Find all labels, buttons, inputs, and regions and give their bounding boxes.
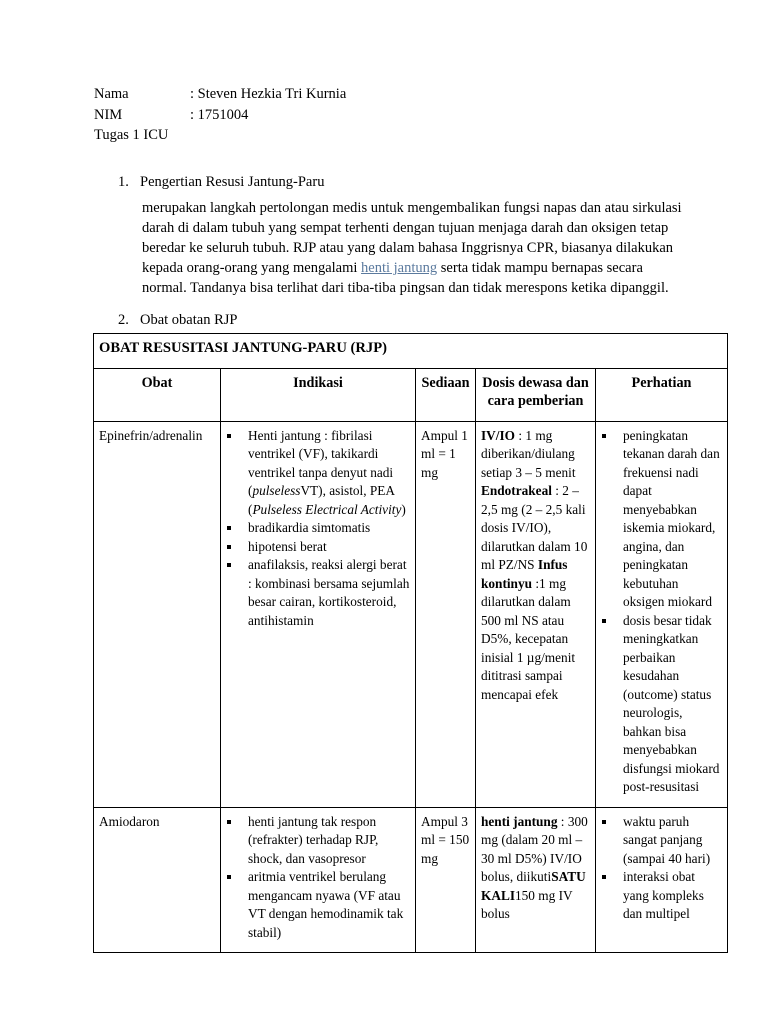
info-row-nim <box>94 105 346 126</box>
table-title: OBAT RESUSITASI JANTUNG-PARU (RJP) <box>94 334 728 369</box>
indikasi-list <box>226 427 410 631</box>
table-title-row <box>94 334 728 369</box>
table-row <box>94 421 728 807</box>
info-label-nim: NIM <box>94 106 123 123</box>
perhatian-list <box>601 427 722 797</box>
cell-dosis: henti jantung : 300 mg (dalam 20 ml – 30 ml D5%) IV/IO bolus, diikutiSATU KALI150 mg IV bolus <box>476 807 596 953</box>
info-value-nim: : 1751004 <box>190 106 249 123</box>
column-header-perhatian: Perhatian <box>596 368 728 421</box>
section-1-title: Pengertian Resusi Jantung-Paru <box>140 174 325 190</box>
list-item: aritmia ventrikel berulang mengancam nyawa (VF atau VT dengan hemodinamik tak stabil) <box>226 868 410 942</box>
cell-indikasi <box>221 807 416 953</box>
list-item: henti jantung tak respon (refrakter) terhadap RJP, shock, dan vasopresor <box>226 813 410 869</box>
cell-obat: Amiodaron <box>94 807 221 953</box>
info-value-nama: : Steven Hezkia Tri Kurnia <box>190 86 347 102</box>
list-item: bradikardia simtomatis <box>226 519 410 538</box>
section-2-number: 2. <box>118 312 129 328</box>
cell-perhatian <box>596 421 728 807</box>
list-item: Henti jantung : fibrilasi ventrikel (VF), takikardi ventrikel tanpa denyut nadi (pulselessVT), asistol, PEA (Pulseless Electrical Activity) <box>226 427 410 520</box>
cell-sediaan: Ampul 3 ml = 150 mg <box>416 807 476 953</box>
perhatian-list <box>601 813 722 924</box>
cell-obat: Epinefrin/adrenalin <box>94 421 221 807</box>
list-item: waktu paruh sangat panjang (sampai 40 hari) <box>601 813 722 869</box>
cell-sediaan: Ampul 1 ml = 1 mg <box>416 421 476 807</box>
cell-indikasi <box>221 421 416 807</box>
paragraph-text-before-link: merupakan langkah pertolongan medis untuk mengembalikan fungsi napas dan atau sirkulasi darah di dalam tubuh yang sempat terhenti dengan tujuan menjaga darah dan oksigen tetap beredar ke seluruh tubuh. RJP atau yang dalam bahasa Inggrisnya CPR, biasanya dilakukan kepada orang-orang yang mengalami <box>142 200 682 277</box>
section-2-heading <box>118 310 237 330</box>
section-1-paragraph <box>142 198 690 298</box>
column-header-dosis: Dosis dewasa dan cara pemberian <box>476 368 596 421</box>
info-row-nama <box>94 84 346 105</box>
column-header-obat: Obat <box>94 368 221 421</box>
section-1-number: 1. <box>118 174 129 190</box>
list-item: anafilaksis, reaksi alergi berat : kombinasi bersama sejumlah besar cairan, kortikosteroid, antihistamin <box>226 556 410 630</box>
table-header-row <box>94 368 728 421</box>
paragraph-text-after-link: serta tidak mampu bernapas secara normal. Tandanya bisa terlihat dari tiba-tiba pingsan dan tidak merespons ketika dipanggil. <box>142 260 669 297</box>
henti-jantung-link[interactable]: henti jantung <box>361 260 438 277</box>
student-info-block <box>94 84 346 146</box>
drug-table <box>93 333 728 953</box>
column-header-sediaan: Sediaan <box>416 368 476 421</box>
table-row <box>94 807 728 953</box>
list-item: dosis besar tidak meningkatkan perbaikan kesudahan (outcome) status neurologis, bahkan bisa menyebabkan disfungsi miokard post-resusitasi <box>601 612 722 797</box>
cell-dosis: IV/IO : 1 mg diberikan/diulang setiap 3 – 5 menit Endotrakeal : 2 – 2,5 mg (2 – 2,5 kali dosis IV/IO), dilarutkan dalam 10 ml PZ/NS Infus kontinyu :1 mg dilarutkan dalam 500 ml NS atau D5%, kecepatan inisial 1 µg/menit dititrasi sampai mencapai efek <box>476 421 596 807</box>
section-2-title: Obat obatan RJP <box>140 312 238 328</box>
column-header-indikasi: Indikasi <box>221 368 416 421</box>
indikasi-list <box>226 813 410 943</box>
info-label-tugas: Tugas 1 ICU <box>94 127 169 143</box>
section-1-heading <box>118 172 324 192</box>
list-item: peningkatan tekanan darah dan frekuensi nadi dapat menyebabkan iskemia miokard, angina, dan peningkatan kebutuhan oksigen miokard <box>601 427 722 612</box>
info-row-tugas <box>94 125 346 146</box>
list-item: interaksi obat yang kompleks dan multipel <box>601 868 722 924</box>
cell-perhatian <box>596 807 728 953</box>
info-label-nama: Nama <box>94 86 129 102</box>
list-item: hipotensi berat <box>226 538 410 557</box>
